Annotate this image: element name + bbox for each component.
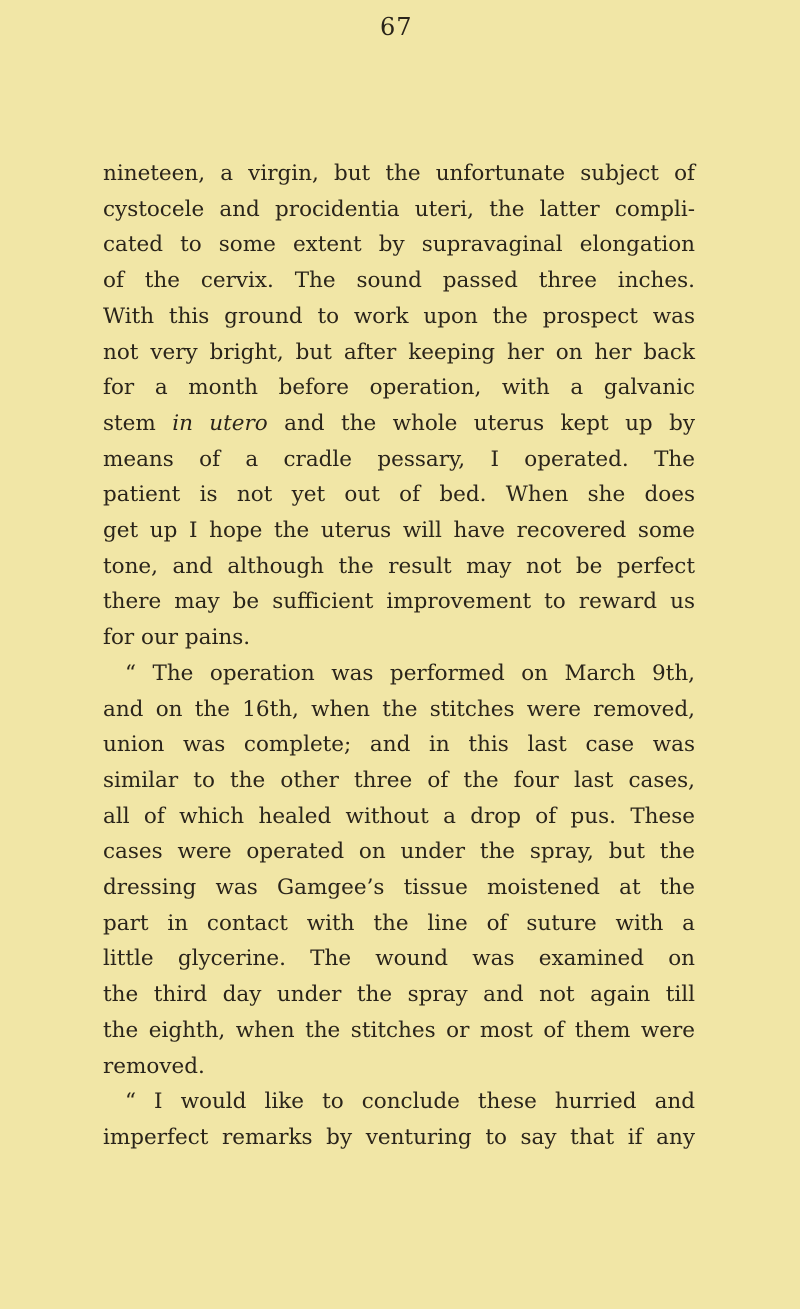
text-line: [103, 406, 695, 442]
text-line: cated to some extent by supravaginal elongation: [103, 232, 695, 258]
text-line: all of which healed without a drop of pus. These: [103, 803, 695, 829]
text-line: for a month before operation, with a galvanic: [103, 375, 695, 401]
text-line: the third day under the spray and not again till: [103, 982, 695, 1008]
text-line: not very bright, but after keeping her on her back: [103, 339, 695, 365]
text-line: cases were operated on under the spray, but the: [103, 839, 695, 865]
text-line: cystocele and procidentia uteri, the latter compli-: [103, 196, 695, 222]
text-line: the eighth, when the stitches or most of them were: [103, 1017, 695, 1043]
page-number: 67: [380, 13, 413, 41]
text-line: for our pains.: [103, 625, 251, 651]
body-text: [103, 156, 695, 1156]
text-line: With this ground to work upon the prospect was: [103, 303, 695, 329]
text-line: “ The operation was performed on March 9th,: [125, 660, 695, 686]
italic-phrase: in utero: [172, 410, 268, 436]
text-line: tone, and although the result may not be perfect: [103, 553, 695, 579]
text-line: little glycerine. The wound was examined on: [103, 946, 695, 972]
text-segment: and the whole uterus kept up by: [267, 410, 695, 436]
text-line: get up I hope the uterus will have recovered some: [103, 518, 695, 544]
text-line: there may be sufficient improvement to reward us: [103, 589, 695, 615]
text-line: of the cervix. The sound passed three inches.: [103, 268, 695, 294]
text-line: “ I would like to conclude these hurried and: [125, 1089, 695, 1115]
text-line: dressing was Gamgee’s tissue moistened at the: [103, 875, 695, 901]
text-line: patient is not yet out of bed. When she does: [103, 482, 695, 508]
text-line: similar to the other three of the four last cases,: [103, 767, 695, 793]
text-line: part in contact with the line of suture with a: [103, 910, 695, 936]
text-line: means of a cradle pessary, I operated. The: [103, 446, 695, 472]
text-line: imperfect remarks by venturing to say that if any: [103, 1124, 695, 1150]
text-line: nineteen, a virgin, but the unfortunate subject of: [103, 161, 695, 186]
text-line: removed.: [103, 1053, 205, 1079]
text-line: union was complete; and in this last case was: [103, 732, 695, 758]
text-segment: stem: [103, 410, 173, 436]
text-line: and on the 16th, when the stitches were removed,: [103, 696, 695, 722]
